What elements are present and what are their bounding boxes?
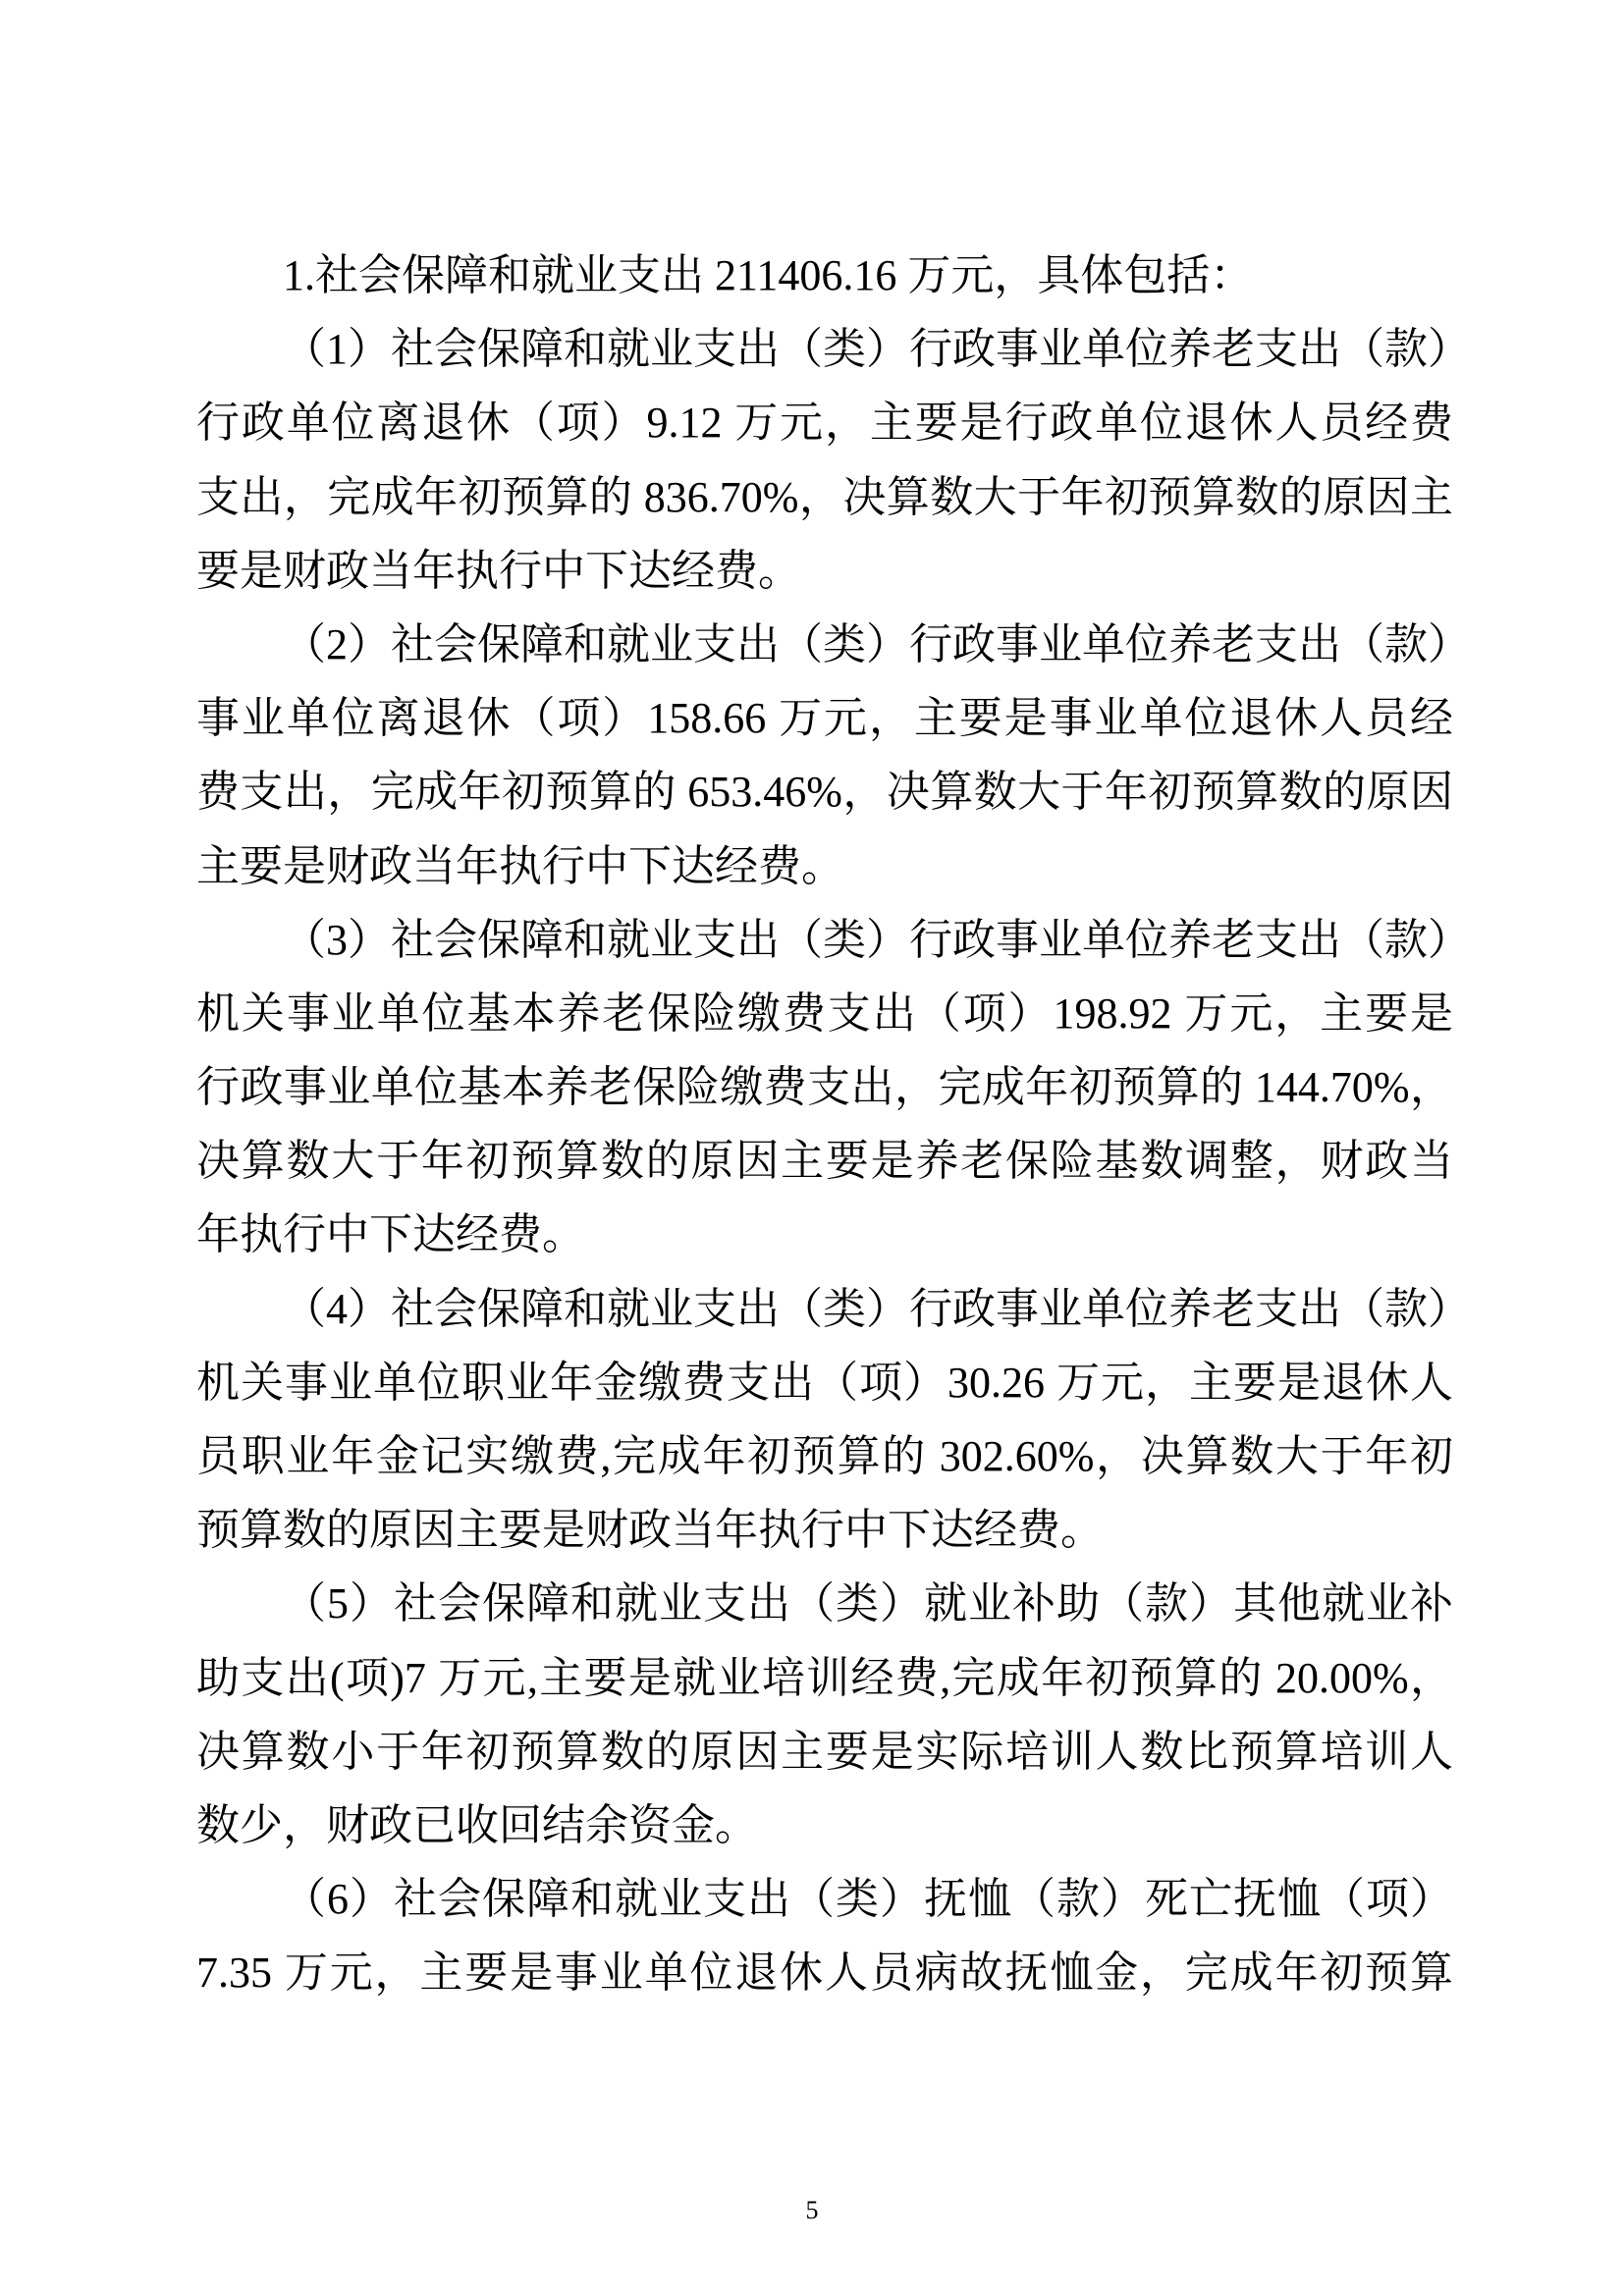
text-line: 数少，财政已收回结余资金。 — [196, 1800, 758, 1849]
text-line: 员职业年金记实缴费,完成年初预算的 302.60%，决算数大于年初 — [196, 1432, 1453, 1480]
text-line: 主要是财政当年执行中下达经费。 — [196, 841, 844, 890]
text-line: 决算数大于年初预算数的原因主要是养老保险基数调整，财政当 — [196, 1137, 1453, 1186]
text-line: 支出，完成年初预算的 836.70%，决算数大于年初预算数的原因主 — [196, 472, 1453, 521]
text-line: 预算数的原因主要是财政当年执行中下达经费。 — [196, 1506, 1104, 1555]
text-line: 助支出(项)7 万元,主要是就业培训经费,完成年初预算的 20.00%， — [196, 1653, 1453, 1702]
text-line: （2）社会保障和就业支出（类）行政事业单位养老支出（款） — [283, 619, 1471, 668]
text-line: 决算数小于年初预算数的原因主要是实际培训人数比预算培训人 — [196, 1727, 1453, 1776]
text-line: 行政单位离退休（项）9.12 万元，主要是行政单位退休人员经费 — [196, 399, 1453, 448]
page-number: 5 — [805, 2196, 819, 2224]
text-line: 7.35 万元，主要是事业单位退休人员病故抚恤金，完成年初预算 — [196, 1949, 1453, 1998]
text-line: （6）社会保障和就业支出（类）抚恤（款）死亡抚恤（项） — [283, 1875, 1453, 1924]
text-line: （1）社会保障和就业支出（类）行政事业单位养老支出（款） — [283, 325, 1471, 374]
text-line: 机关事业单位基本养老保险缴费支出（项）198.92 万元，主要是 — [196, 988, 1453, 1038]
text-line: （5）社会保障和就业支出（类）就业补助（款）其他就业补 — [283, 1579, 1453, 1629]
text-line: 事业单位离退休（项）158.66 万元，主要是事业单位退休人员经 — [196, 694, 1453, 743]
text-line: 机关事业单位职业年金缴费支出（项）30.26 万元，主要是退休人 — [196, 1358, 1453, 1407]
document-body — [196, 239, 1471, 2010]
text-line: 要是财政当年执行中下达经费。 — [196, 546, 801, 595]
text-line: 行政事业单位基本养老保险缴费支出，完成年初预算的 144.70%， — [196, 1063, 1453, 1112]
text-line: 年执行中下达经费。 — [196, 1210, 585, 1259]
text-line: 费支出，完成年初预算的 653.46%，决算数大于年初预算数的原因 — [196, 768, 1453, 817]
text-line: 1.社会保障和就业支出 211406.16 万元，具体包括： — [283, 251, 1254, 299]
text-line: （4）社会保障和就业支出（类）行政事业单位养老支出（款） — [283, 1284, 1471, 1333]
text-line: （3）社会保障和就业支出（类）行政事业单位养老支出（款） — [283, 915, 1471, 964]
